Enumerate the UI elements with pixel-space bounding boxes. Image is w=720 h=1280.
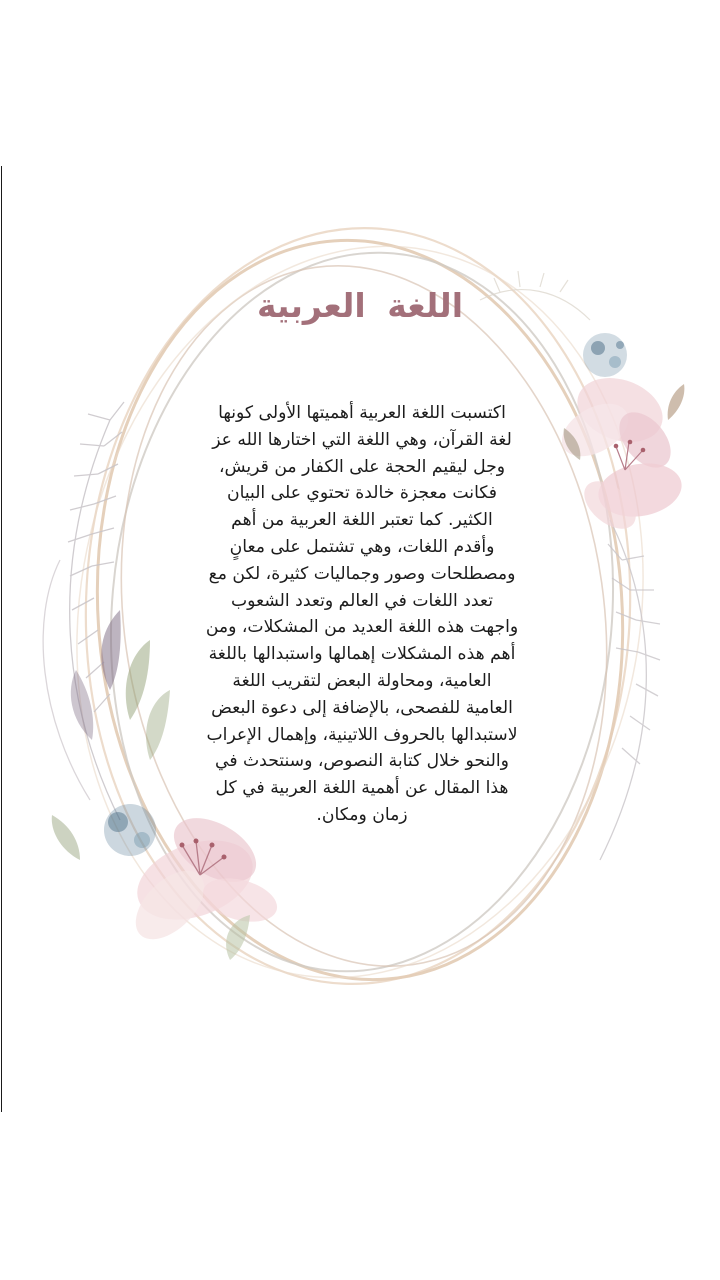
- page-title: اللغة العربية: [256, 286, 464, 325]
- article-paragraph: اكتسبت اللغة العربية أهميتها الأولى كونها لغة القرآن، وهي اللغة التي اختارها الله عز وجل ليقيم الحجة على الكفار من قريش، فكانت معجزة خالدة تحتوي على البيان الكثير. كما تعتبر اللغة العربية من أهم وأقدم اللغات، وهي تشتمل على معانٍ ومصطلحات وصور وجماليات كثيرة، لكن مع تعدد اللغات في العالم وتعدد الشعوب واجهت هذه اللغة العديد من المشكلات، ومن أهم هذه المشكلات إهمالها واستبدالها باللغة العامية، ومحاولة البعض لتقريب اللغة العامية للفصحى، بالإضافة إلى دعوة البعض لاستبدالها بالحروف اللاتينية، وإهمال الإعراب والنحو خلال كتابة النصوص، وسنتحدث في هذا المقال عن أهمية اللغة العربية في كل زمان ومكان.: [205, 403, 519, 825]
- top-right-flower-icon: [553, 333, 686, 538]
